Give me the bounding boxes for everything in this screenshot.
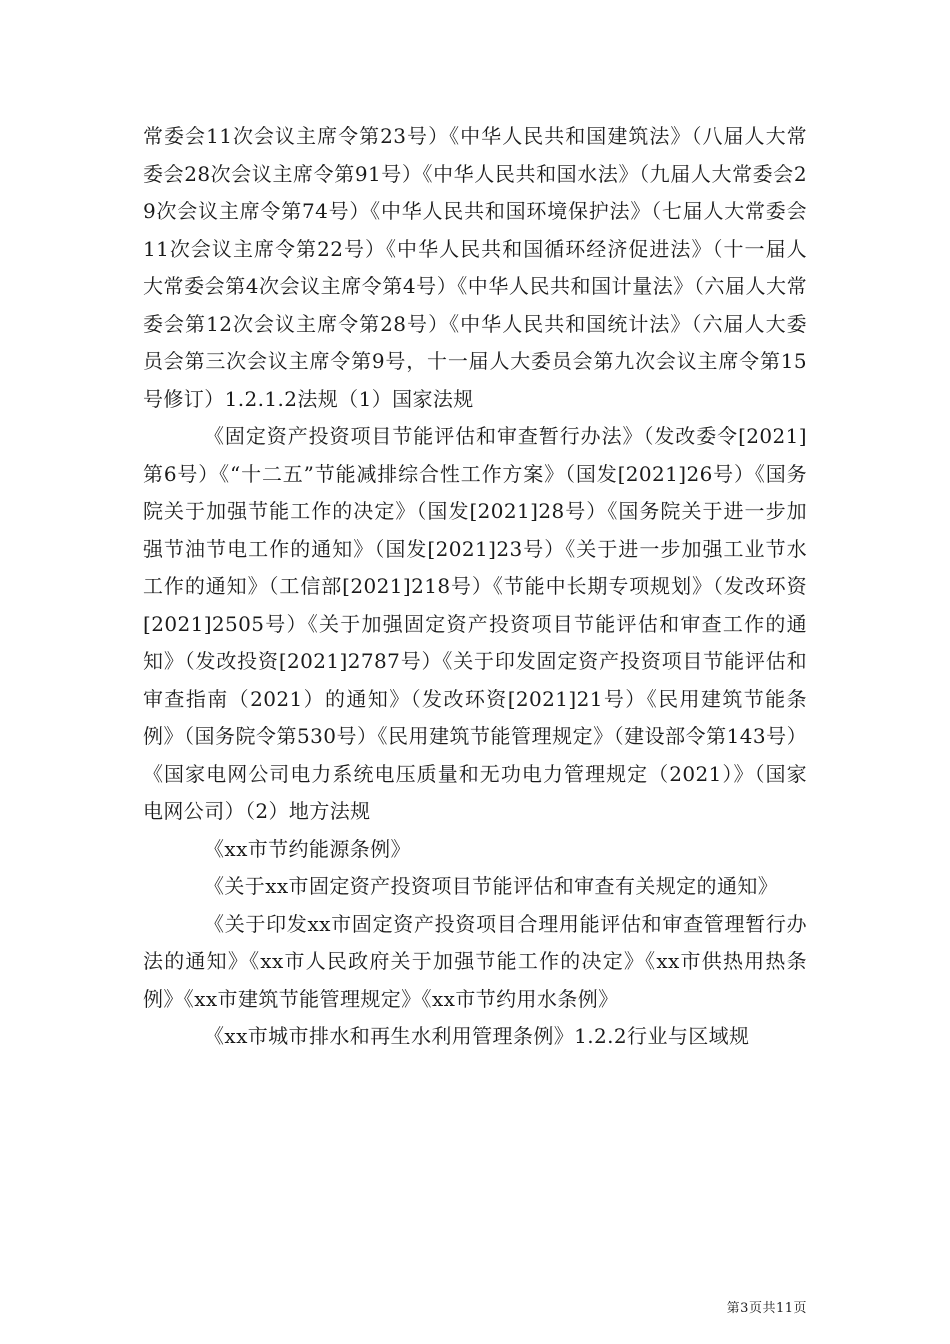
paragraph-local-energy-ordinance: 《xx市节约能源条例》 (204, 836, 411, 861)
paragraph-drainage-ordinance: 《xx市城市排水和再生水利用管理条例》1.2.2行业与区域规 (204, 1024, 750, 1048)
paragraph-national-laws: 常委会11次会议主席令第23号）《中华人民共和国建筑法》（八届人大常委会28次会议主席令第91号）《中华人民共和国水法》（九届人大常委会29次会议主席令第74号）《中华人民共和国环境保护法》（七届人大常委会11次会议主席令第22号）《中华人民共和国循环经济促进法》（十一届人大常委会第4次会议主席令第4号）《中华人民共和国计量法》（六届人大常委会第12次会议主席令第28号）《中华人民共和国统计法》（六届人大委员会第三次会议主席令第9号，十一届人大委员会第九次会议主席令第15号修订）1.2.1.2法规（1）国家法规 (143, 124, 807, 411)
page-number: 第3页共11页 (726, 1301, 807, 1316)
document-body (143, 118, 807, 1056)
paragraph-local-regulations-list: 《关于印发xx市固定资产投资项目合理用能评估和审查管理暂行办法的通知》《xx市人民政府关于加强节能工作的决定》《xx市供热用热条例》《xx市建筑节能管理规定》《xx市节约用水条例》 (143, 911, 807, 1011)
paragraph-local-assessment-notice: 《关于xx市固定资产投资项目节能评估和审查有关规定的通知》 (204, 874, 779, 898)
paragraph-national-regulations: 《固定资产投资项目节能评估和审查暂行办法》（发改委令[2021]第6号）《“十二五”节能减排综合性工作方案》（国发[2021]26号）《国务院关于加强节能工作的决定》（国发[2021]28号）《国务院关于进一步加强节油节电工作的通知》（国发[2021]23号）《关于进一步加强工业节水工作的通知》（工信部[2021]218号）《节能中长期专项规划》（发改环资[2021]2505号）《关于加强固定资产投资项目节能评估和审查工作的通知》（发改投资[2021]2787号）《关于印发固定资产投资项目节能评估和审查指南（2021）的通知》（发改环资[2021]21号）《民用建筑节能条例》（国务院令第530号）《民用建筑节能管理规定》（建设部令第143号）《国家电网公司电力系统电压质量和无功电力管理规定（2021）》（国家电网公司）（2）地方法规 (143, 424, 807, 823)
